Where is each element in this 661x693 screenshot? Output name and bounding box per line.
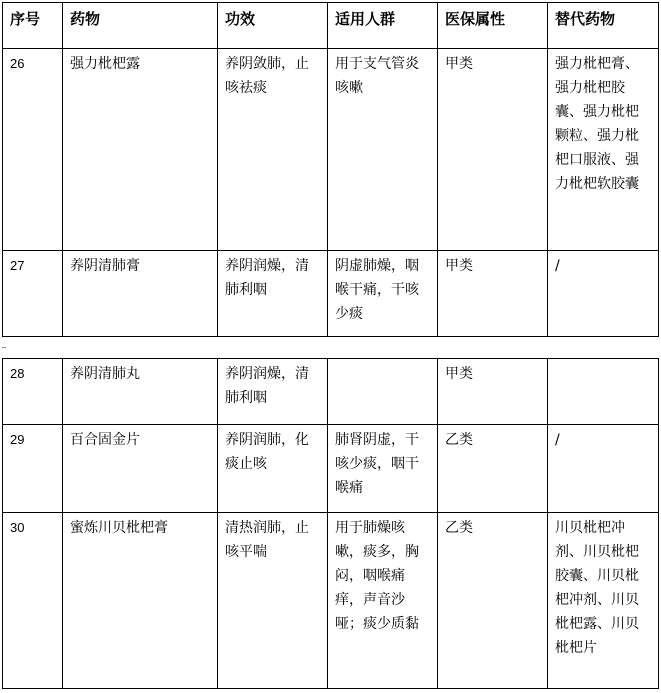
row-drug: 百合固金片 [63,425,218,513]
drug-table-part-1 [2,2,659,337]
row-population [328,359,438,425]
table-row [3,49,659,251]
row-effect: 养阴润燥，清肺利咽 [218,359,328,425]
row-alternatives: / [548,251,659,337]
row-no: 26 [3,49,63,251]
row-alternatives [548,359,659,425]
table-header-row [3,3,659,49]
row-insurance: 甲类 [438,359,548,425]
header-effect: 功效 [218,3,328,49]
row-effect: 养阴润燥，清肺利咽 [218,251,328,337]
row-alternatives: 川贝枇杷冲剂、川贝枇杷胶囊、川贝枇杷冲剂、川贝枇杷露、川贝枇杷片 [548,513,659,689]
row-no: 29 [3,425,63,513]
header-insurance: 医保属性 [438,3,548,49]
row-drug: 养阴清肺膏 [63,251,218,337]
row-no: 30 [3,513,63,689]
row-population: 阴虚肺燥，咽喉干痛，干咳少痰 [328,251,438,337]
row-insurance: 甲类 [438,251,548,337]
header-no: 序号 [3,3,63,49]
row-drug: 蜜炼川贝枇杷膏 [63,513,218,689]
table-row [3,513,659,689]
row-insurance: 乙类 [438,425,548,513]
row-no: 27 [3,251,63,337]
row-effect: 清热润肺，止咳平喘 [218,513,328,689]
row-insurance: 乙类 [438,513,548,689]
row-drug: 养阴清肺丸 [63,359,218,425]
row-drug: 强力枇杷露 [63,49,218,251]
row-population: 用于肺燥咳嗽，痰多，胸闷，咽喉痛痒，声音沙哑；痰少质黏 [328,513,438,689]
row-no: 28 [3,359,63,425]
row-alternatives: / [548,425,659,513]
table-row [3,425,659,513]
row-population: 用于支气管炎咳嗽 [328,49,438,251]
header-alternatives: 替代药物 [548,3,659,49]
header-drug: 药物 [63,3,218,49]
table-row [3,359,659,425]
row-alternatives: 强力枇杷膏、强力枇杷胶囊、强力枇杷颗粒、强力枇杷口服液、强力枇杷软胶囊 [548,49,659,251]
row-insurance: 甲类 [438,49,548,251]
header-population: 适用人群 [328,3,438,49]
table-row [3,251,659,337]
drug-table-part-2 [2,358,659,689]
row-population: 肺肾阴虚，干咳少痰，咽干喉痛 [328,425,438,513]
row-effect: 养阴敛肺，止咳祛痰 [218,49,328,251]
row-effect: 养阴润肺，化痰止咳 [218,425,328,513]
page-break-marker [2,347,6,348]
